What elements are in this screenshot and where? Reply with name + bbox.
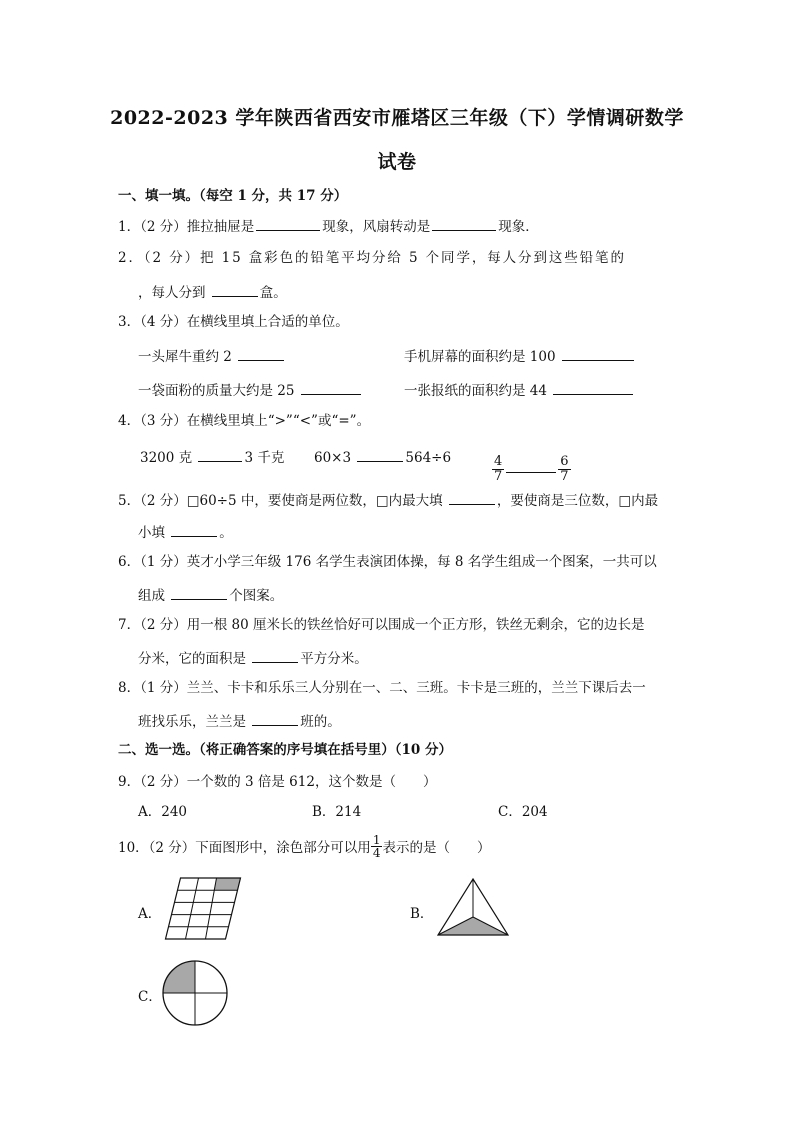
q4-c2-left: 60×3 [314,450,352,466]
q4-f1-numerator: 4 [494,454,503,469]
q6-text-b: 组成 [138,588,165,604]
q3-blank-3[interactable] [301,380,361,395]
q1-blank-1[interactable] [256,216,320,231]
question-6-line1: 6．（1 分）英才小学三年级 176 名学生表演团体操，每 8 名学生组成一个图案，一共可以 [118,554,657,570]
q4-c1-right: 3 千克 [244,450,285,466]
q3-flour [138,380,363,400]
q10-fraction [371,834,383,859]
q1-text-b: 现象，风扇转动是 [322,219,431,235]
q2-blank[interactable] [212,282,258,297]
q10-option-a-figure[interactable] [160,874,274,944]
q10-text-a: 10．（2 分）下面图形中，涂色部分可以用 [118,840,371,856]
question-8-line2 [138,711,341,731]
q4-c2-right: 564÷6 [405,450,452,466]
q1-text-c: 现象． [498,219,539,235]
question-6-line2 [138,585,283,605]
question-5-line1 [118,490,658,510]
q10-numerator: 1 [372,833,381,847]
q1-text-a: 1．（2 分）推拉抽屉是 [118,219,255,235]
question-1 [118,216,539,236]
question-2-line2 [138,282,287,302]
q9-option-c[interactable]: C．204 [498,804,548,820]
q4-compare-2 [314,447,451,467]
q7-blank[interactable] [252,648,298,663]
q10-option-c-label[interactable]: C． [138,989,162,1005]
q3-flour-text: 一袋面粉的质量大约是 25 [138,383,295,399]
question-7-line1: 7．（2 分）用一根 80 厘米长的铁丝恰好可以围成一个正方形，铁丝无剩余，它的边长是 [118,617,645,633]
q10-b-shaded-region [438,917,508,935]
q10-option-c-figure[interactable] [160,958,230,1028]
q5-text-c: 小填 [138,525,165,541]
q8-blank[interactable] [252,711,298,726]
section-1-heading: 一、填一填。（每空 1 分，共 17 分） [118,188,348,204]
q7-text-c: 平方分米。 [300,651,368,667]
q6-text-c: 个图案。 [229,588,284,604]
exam-title-line2: 试卷 [377,151,417,173]
question-2-line1: 2．（2 分）把 15 盒彩色的铅笔平均分给 5 个同学，每人分到这些铅笔的 [118,250,626,266]
q4-f2-numerator: 6 [560,454,569,469]
q3-blank-4[interactable] [553,380,633,395]
section-2-heading: 二、选一选。（将正确答案的序号填在括号里）（10 分） [118,742,452,758]
q7-text-b: 分米，它的面积是 [138,651,246,667]
q3-phone-text: 手机屏幕的面积约是 100 [404,349,556,365]
q10-a-shaded-cell [214,878,241,891]
q4-blank-1[interactable] [198,447,242,462]
q10-text-b: 表示的是（ ） [382,840,491,856]
q6-blank[interactable] [171,585,227,600]
q10-option-a-label[interactable]: A． [138,906,162,922]
question-7-line2 [138,648,368,668]
exam-title-line1: 2022-2023 学年陕西省西安市雁塔区三年级（下）学情调研数学 [110,107,684,129]
q3-blank-2[interactable] [562,346,634,361]
q2-text-b: 盒。 [259,285,287,301]
q10-denominator: 4 [372,846,381,860]
q3-newspaper [404,380,635,400]
q4-blank-2[interactable] [357,447,403,462]
q5-text-d: 。 [219,525,233,541]
q5-text-a: 5．（2 分）□60÷5 中，要使商是两位数，□内最大填 [118,493,443,509]
q4-f2-denominator: 7 [560,469,569,484]
q8-text-b: 班找乐乐，兰兰是 [138,714,246,730]
q10-a-col-line [206,878,217,939]
q4-c1-left: 3200 克 [140,450,193,466]
question-9-stem: 9．（2 分）一个数的 3 倍是 612，这个数是（ ） [118,774,437,790]
q3-rhino-text: 一头犀牛重约 2 [138,349,232,365]
q5-blank-2[interactable] [171,522,217,537]
q5-blank-1[interactable] [449,490,495,505]
q3-newspaper-text: 一张报纸的面积约是 44 [404,383,547,399]
q5-text-b: ，要使商是三位数，□内最 [496,493,659,509]
q4-blank-3[interactable] [506,458,556,473]
q3-rhino [138,346,286,366]
question-8-line1: 8．（1 分）兰兰、卡卡和乐乐三人分别在一、二、三班。卡卡是三班的，兰兰下课后去一 [118,680,646,696]
q4-compare-3 [492,440,571,484]
q10-option-b-label[interactable]: B． [410,906,434,922]
q9-option-a[interactable]: A．240 [138,804,188,820]
q9-option-b[interactable]: B．214 [312,804,362,820]
q4-fraction-1 [492,455,504,484]
q2-text-a: ，每人分到 [138,285,210,301]
question-10-stem [118,833,491,861]
q3-blank-1[interactable] [238,346,284,361]
q4-fraction-2 [558,455,570,484]
q3-phone [404,346,636,366]
q1-blank-2[interactable] [432,216,496,231]
question-3-stem: 3．（4 分）在横线里填上合适的单位。 [118,314,349,330]
question-4-stem: 4．（3 分）在横线里填上“>”“<”或“=”。 [118,413,371,429]
q10-option-b-figure[interactable] [434,876,514,940]
question-5-line2 [138,522,233,542]
q10-a-col-line [186,878,199,939]
q4-f1-denominator: 7 [494,469,503,484]
q8-text-c: 班的。 [300,714,341,730]
q4-compare-1 [140,447,284,467]
